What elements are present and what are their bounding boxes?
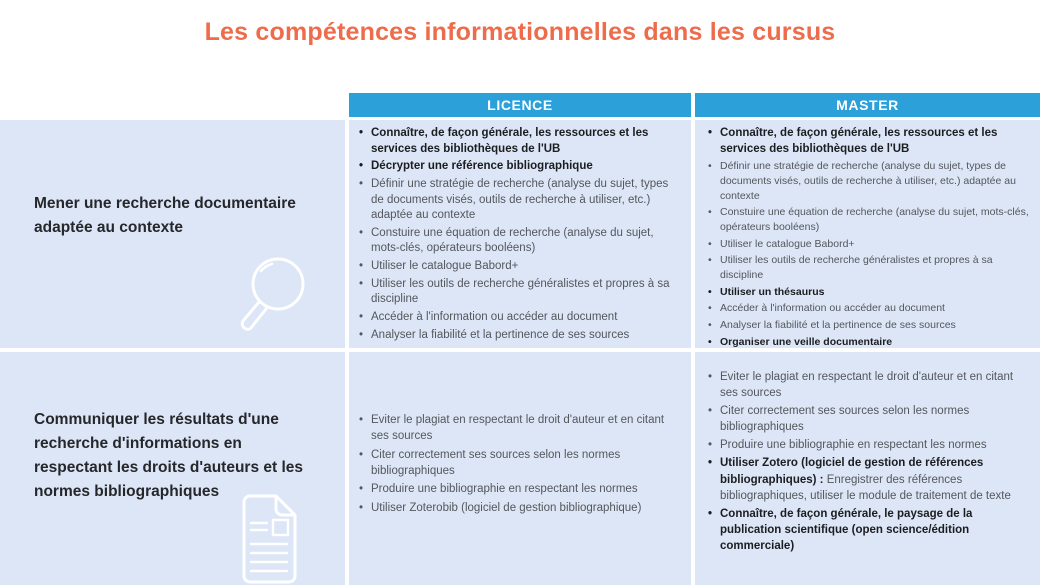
- list-item: • Utiliser Zoterobib (logiciel de gestion bibliographique): [358, 500, 681, 516]
- list-item: • Analyser la fiabilité et la pertinence de ses sources: [707, 318, 1034, 333]
- row1-master-cell: [695, 120, 1040, 348]
- list-item: • Utiliser un thésaurus: [707, 285, 1034, 300]
- column-header-licence-label: LICENCE: [487, 97, 553, 113]
- row1-master-list: [695, 120, 1040, 349]
- page-title: Les compétences informationnelles dans les cursus: [204, 18, 836, 46]
- list-item: • Constuire une équation de recherche (analyse du sujet, mots-clés, opérateurs booléens): [358, 226, 683, 257]
- row1-licence-cell: [349, 120, 691, 348]
- list-item: • Définir une stratégie de recherche (analyse du sujet, types de documents visés, outils de recherche à utiliser, etc.) adaptée au contexte: [358, 177, 683, 224]
- column-header-master: [695, 93, 1040, 117]
- list-item: • Décrypter une référence bibliographique: [358, 159, 683, 175]
- list-item: • Citer correctement ses sources selon les normes bibliographiques: [358, 447, 681, 480]
- list-item: • Produire une bibliographie en respectant les normes: [358, 481, 681, 497]
- list-item: • Eviter le plagiat en respectant le droit d'auteur et en citant ses sources: [707, 369, 1032, 401]
- row1-label: Mener une recherche documentaire adaptée au contexte: [34, 195, 296, 237]
- list-item-bold-prefix: Utiliser Zotero (logiciel de gestion de références bibliographiques) :: [720, 457, 984, 486]
- list-item: • Utiliser les outils de recherche généralistes et propres à sa discipline: [358, 277, 683, 308]
- column-header-licence: [349, 93, 691, 117]
- column-header-master-label: MASTER: [836, 97, 899, 113]
- row1-licence-list: [349, 120, 691, 343]
- list-item: • Produire une bibliographie en respectant les normes: [707, 437, 1032, 453]
- list-item: • Accéder à l'information ou accéder au document: [358, 310, 683, 326]
- row2-master-list: [695, 352, 1040, 554]
- list-item: • Utiliser le catalogue Babord+: [358, 259, 683, 275]
- row2-master-cell: [695, 352, 1040, 585]
- list-item: • Constuire une équation de recherche (analyse du sujet, mots-clés, opérateurs booléens): [707, 205, 1034, 234]
- list-item: • Citer correctement ses sources selon les normes bibliographiques: [707, 403, 1032, 435]
- list-item: • Connaître, de façon générale, le paysage de la publication scientifique (open science/édition commerciale): [707, 506, 1032, 554]
- list-item: • Connaître, de façon générale, les ressources et les services des bibliothèques de l'UB: [358, 126, 683, 157]
- list-item: • Organiser une veille documentaire: [707, 335, 1034, 350]
- list-item: • Utiliser Zotero (logiciel de gestion de références bibliographiques) : Enregistrer des références bibliographiques, utiliser le module de traitement de texte: [707, 455, 1032, 503]
- row2-label-cell: [0, 352, 345, 585]
- list-item: • Définir une stratégie de recherche (analyse du sujet, types de documents visés, outils de recherche à utiliser, etc.) adaptée au contexte: [707, 159, 1034, 203]
- row2-licence-list: [349, 352, 691, 516]
- list-item: • Eviter le plagiat en respectant le droit d'auteur et en citant ses sources: [358, 412, 681, 445]
- list-item: • Connaître, de façon générale, les ressources et les services des bibliothèques de l'UB: [707, 125, 1034, 157]
- row2-label: Communiquer les résultats d'une recherche d'informations en respectant les droits d'auteurs et les normes bibliographiques: [34, 411, 304, 501]
- list-item: • Utiliser les outils de recherche généralistes et propres à sa discipline: [707, 253, 1034, 282]
- row1-label-cell: [0, 120, 345, 348]
- document-icon: [236, 492, 300, 584]
- list-item: • Accéder à l'information ou accéder au document: [707, 301, 1034, 316]
- row2-licence-cell: [349, 352, 691, 585]
- list-item: • Analyser la fiabilité et la pertinence de ses sources: [358, 328, 683, 344]
- magnifier-icon: [230, 252, 308, 340]
- list-item: • Utiliser le catalogue Babord+: [707, 237, 1034, 252]
